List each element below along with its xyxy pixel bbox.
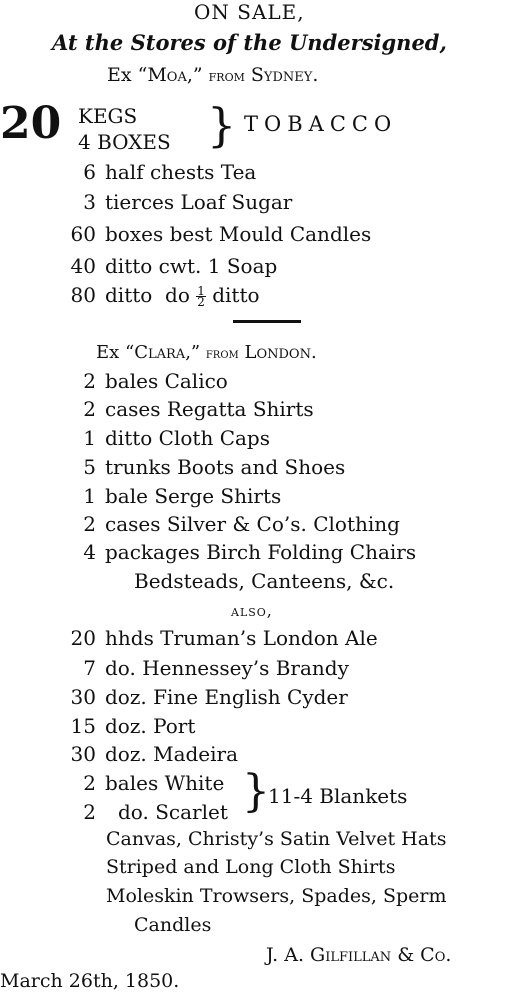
blankets-label: 11-4 Blankets <box>268 784 408 808</box>
list-item <box>0 397 511 425</box>
ex-moa-line <box>107 64 318 86</box>
list-item <box>0 222 511 250</box>
item-quantity: 2 <box>83 771 96 795</box>
ex-clara-from: from <box>205 346 239 362</box>
item-quantity: 3 <box>83 190 96 214</box>
date-line: March 26th, 1850. <box>0 970 180 992</box>
item-description: bales White <box>105 771 225 795</box>
item-quantity: 6 <box>83 160 96 184</box>
ex-moa-ship: Moa,” <box>147 64 203 86</box>
item-quantity: 7 <box>83 656 96 680</box>
signature <box>266 944 451 966</box>
list-item <box>0 771 260 799</box>
item-quantity: 2 <box>83 397 96 421</box>
also-heading: also, <box>231 601 273 620</box>
section-divider <box>233 320 301 323</box>
fraction-numerator: 1 <box>197 284 205 298</box>
list-item <box>0 540 511 568</box>
item-quantity: 1 <box>83 484 96 508</box>
item-description: cases Silver & Co’s. Clothing <box>105 512 400 536</box>
item-description: hhds Truman’s London Ale <box>105 626 378 650</box>
list-item <box>0 512 511 540</box>
misc-line: Moleskin Trowsers, Spades, Sperm <box>106 885 447 907</box>
item-description: ditto do <box>105 283 190 307</box>
item-description: packages Birch Folding Chairs <box>105 540 417 564</box>
signature-initials: J. A. <box>266 944 304 966</box>
ex-moa-from: from <box>208 67 245 85</box>
ex-clara-prefix: Ex “ <box>96 342 135 363</box>
item-quantity: 40 <box>70 254 96 278</box>
item-quantity: 30 <box>70 742 96 766</box>
tobacco-boxes: 4 BOXES <box>78 130 171 154</box>
item-description: ditto cwt. 1 Soap <box>105 254 278 278</box>
item-quantity: 15 <box>70 714 96 738</box>
item-description: half chests Tea <box>105 160 257 184</box>
blankets-brace: } <box>242 766 270 817</box>
item-description: tierces Loaf Sugar <box>105 190 293 214</box>
item-quantity: 2 <box>83 369 96 393</box>
item-description-with-fraction <box>105 283 260 307</box>
item-description: boxes best Mould Candles <box>105 222 372 246</box>
list-item <box>0 626 511 654</box>
item-quantity: 5 <box>83 455 96 479</box>
item-description: bale Serge Shirts <box>105 484 282 508</box>
misc-line: Canvas, Christy’s Satin Velvet Hats <box>106 828 447 850</box>
list-item <box>0 685 511 713</box>
item-description: bales Calico <box>105 369 228 393</box>
item-description: trunks Boots and Shoes <box>105 455 346 479</box>
list-item <box>0 160 511 188</box>
ex-moa-place: Sydney. <box>250 64 319 86</box>
item-quantity: 30 <box>70 685 96 709</box>
tobacco-kegs: KEGS <box>78 104 138 128</box>
item-description: ditto Cloth Caps <box>105 426 270 450</box>
ex-clara-place: London. <box>244 342 317 363</box>
item-description: do. Hennessey’s Brandy <box>105 656 349 680</box>
item-description: cases Regatta Shirts <box>105 397 314 421</box>
ex-moa-prefix: Ex “ <box>107 64 148 86</box>
list-item <box>0 426 511 454</box>
item-description: do. Scarlet <box>118 800 228 824</box>
item-description: doz. Madeira <box>105 742 239 766</box>
on-sale-heading: ON SALE, <box>194 0 305 24</box>
list-item <box>0 190 511 218</box>
item-quantity: 80 <box>70 283 96 307</box>
tobacco-label: TOBACCO <box>244 112 398 136</box>
item-quantity: 2 <box>83 800 96 824</box>
list-item <box>0 283 511 313</box>
item-description: doz. Port <box>105 714 196 738</box>
item-quantity: 20 <box>70 626 96 650</box>
misc-line: Candles <box>134 914 212 936</box>
list-item <box>0 656 511 684</box>
item-quantity: 1 <box>83 426 96 450</box>
list-item <box>0 714 511 742</box>
half-fraction <box>196 286 206 307</box>
tobacco-brace: } <box>207 98 237 152</box>
list-item <box>0 369 511 397</box>
item-description: doz. Fine English Cyder <box>105 685 348 709</box>
ex-clara-line <box>96 342 317 363</box>
item-description-after: ditto <box>212 283 260 307</box>
item-quantity: 4 <box>83 540 96 564</box>
signature-name: Gilfillan & Co. <box>310 944 452 966</box>
bedsteads-line: Bedsteads, Canteens, &c. <box>134 569 395 593</box>
list-item <box>0 254 511 282</box>
fraction-denominator: 2 <box>197 295 205 309</box>
list-item <box>0 484 511 512</box>
ex-clara-ship: Clara,” <box>134 342 201 363</box>
misc-line: Striped and Long Cloth Shirts <box>106 856 396 878</box>
item-quantity: 2 <box>83 512 96 536</box>
list-item <box>0 800 260 828</box>
tobacco-quantity: 20 <box>0 98 62 149</box>
list-item <box>0 455 511 483</box>
stores-subheading: At the Stores of the Undersigned, <box>52 30 447 55</box>
item-quantity: 60 <box>70 222 96 246</box>
